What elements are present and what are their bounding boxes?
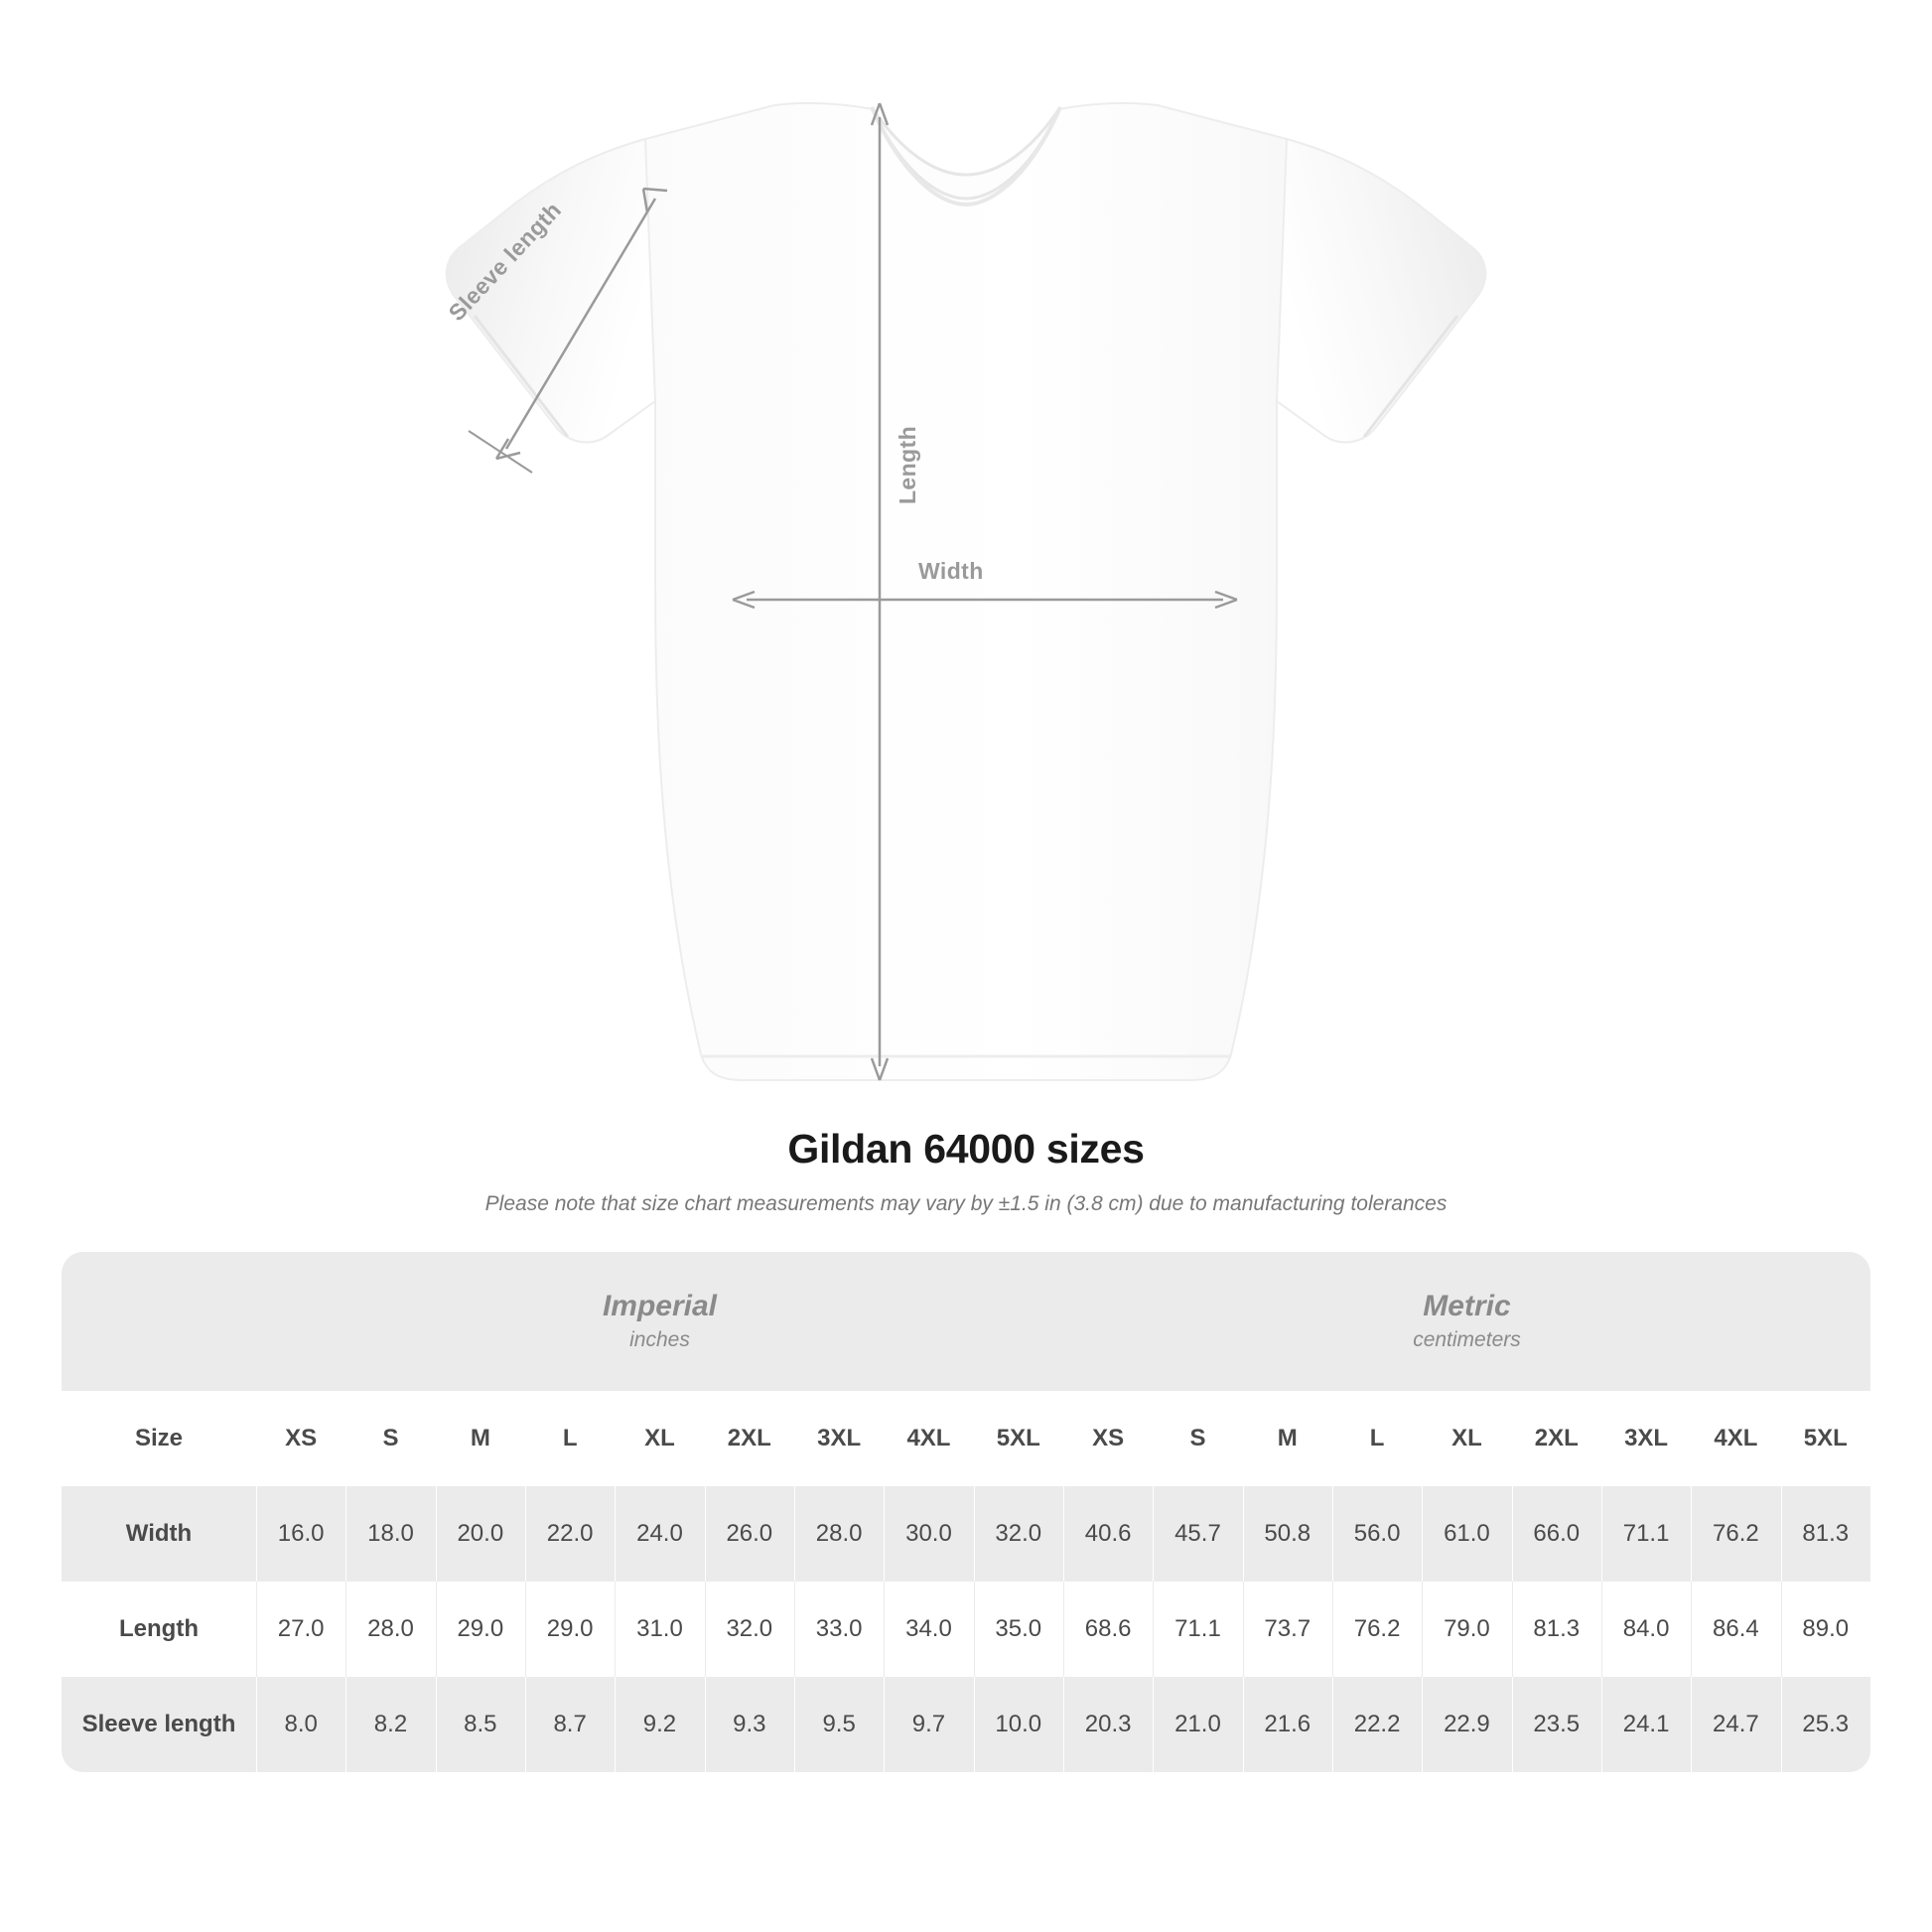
row-label: Sleeve length <box>62 1677 256 1772</box>
table-cell: 86.4 <box>1691 1582 1780 1677</box>
table-cell: 16.0 <box>256 1486 345 1582</box>
row-label: Width <box>62 1486 256 1582</box>
col-header: M <box>1243 1391 1332 1486</box>
size-table-wrapper <box>62 1252 1870 1772</box>
table-cell: 71.1 <box>1153 1582 1242 1677</box>
col-header: 5XL <box>1781 1391 1870 1486</box>
col-header: 2XL <box>1512 1391 1601 1486</box>
unit-sub-imperial: inches <box>629 1328 690 1351</box>
table-cell: 10.0 <box>974 1677 1063 1772</box>
col-header: 4XL <box>884 1391 973 1486</box>
table-cell: 22.9 <box>1422 1677 1511 1772</box>
table-cell: 32.0 <box>705 1582 794 1677</box>
table-row <box>62 1677 1870 1772</box>
table-cell: 9.3 <box>705 1677 794 1772</box>
table-cell: 45.7 <box>1153 1486 1242 1582</box>
table-cell: 28.0 <box>794 1486 884 1582</box>
table-cell: 56.0 <box>1332 1486 1422 1582</box>
table-cell: 84.0 <box>1601 1582 1691 1677</box>
table-cell: 29.0 <box>525 1582 615 1677</box>
table-cell: 30.0 <box>884 1486 973 1582</box>
length-label: Length <box>895 425 921 505</box>
table-cell: 40.6 <box>1063 1486 1153 1582</box>
page-title: Gildan 64000 sizes <box>787 1126 1145 1172</box>
unit-header-spacer <box>62 1252 256 1391</box>
unit-header-metric <box>1063 1252 1870 1391</box>
width-label: Width <box>918 558 984 584</box>
size-table <box>62 1252 1870 1772</box>
table-cell: 21.0 <box>1153 1677 1242 1772</box>
col-header: 4XL <box>1691 1391 1780 1486</box>
table-cell: 33.0 <box>794 1582 884 1677</box>
table-cell: 27.0 <box>256 1582 345 1677</box>
col-header: L <box>1332 1391 1422 1486</box>
table-cell: 20.3 <box>1063 1677 1153 1772</box>
table-cell: 71.1 <box>1601 1486 1691 1582</box>
table-cell: 24.7 <box>1691 1677 1780 1772</box>
table-cell: 9.7 <box>884 1677 973 1772</box>
table-cell: 28.0 <box>345 1582 435 1677</box>
column-header-row <box>62 1391 1870 1486</box>
table-cell: 8.7 <box>525 1677 615 1772</box>
table-cell: 35.0 <box>974 1582 1063 1677</box>
table-cell: 66.0 <box>1512 1486 1601 1582</box>
table-cell: 81.3 <box>1781 1486 1870 1582</box>
table-cell: 23.5 <box>1512 1677 1601 1772</box>
col-header: L <box>525 1391 615 1486</box>
table-cell: 79.0 <box>1422 1582 1511 1677</box>
table-cell: 26.0 <box>705 1486 794 1582</box>
table-cell: 68.6 <box>1063 1582 1153 1677</box>
table-cell: 32.0 <box>974 1486 1063 1582</box>
table-cell: 21.6 <box>1243 1677 1332 1772</box>
table-cell: 9.2 <box>615 1677 704 1772</box>
table-cell: 76.2 <box>1332 1582 1422 1677</box>
table-row <box>62 1582 1870 1677</box>
table-cell: 89.0 <box>1781 1582 1870 1677</box>
col-header: 3XL <box>794 1391 884 1486</box>
sleeve-length-label: Sleeve length <box>443 197 567 327</box>
col-header: S <box>345 1391 435 1486</box>
corner-label: Size <box>62 1391 256 1486</box>
row-label: Length <box>62 1582 256 1677</box>
table-cell: 81.3 <box>1512 1582 1601 1677</box>
col-header: XL <box>1422 1391 1511 1486</box>
shirt-right-sleeve <box>1277 139 1485 442</box>
col-header: 2XL <box>705 1391 794 1486</box>
col-header: M <box>436 1391 525 1486</box>
col-header: 5XL <box>974 1391 1063 1486</box>
table-cell: 31.0 <box>615 1582 704 1677</box>
table-cell: 61.0 <box>1422 1486 1511 1582</box>
table-cell: 34.0 <box>884 1582 973 1677</box>
table-cell: 24.0 <box>615 1486 704 1582</box>
col-header: XL <box>615 1391 704 1486</box>
unit-name-metric: Metric <box>1423 1289 1511 1322</box>
table-cell: 25.3 <box>1781 1677 1870 1772</box>
table-cell: 22.0 <box>525 1486 615 1582</box>
table-cell: 29.0 <box>436 1582 525 1677</box>
table-cell: 22.2 <box>1332 1677 1422 1772</box>
col-header: XS <box>256 1391 345 1486</box>
title-block <box>0 1126 1932 1216</box>
unit-header-imperial <box>256 1252 1063 1391</box>
col-header: S <box>1153 1391 1242 1486</box>
col-header: XS <box>1063 1391 1153 1486</box>
table-cell: 24.1 <box>1601 1677 1691 1772</box>
unit-header-row <box>62 1252 1870 1391</box>
table-cell: 50.8 <box>1243 1486 1332 1582</box>
unit-name-imperial: Imperial <box>602 1289 717 1322</box>
unit-sub-metric: centimeters <box>1413 1328 1521 1351</box>
table-cell: 8.5 <box>436 1677 525 1772</box>
table-cell: 8.2 <box>345 1677 435 1772</box>
tolerance-note: Please note that size chart measurements may vary by ±1.5 in (3.8 cm) due to manufacturing tolerances <box>484 1192 1448 1215</box>
table-cell: 9.5 <box>794 1677 884 1772</box>
table-cell: 18.0 <box>345 1486 435 1582</box>
table-cell: 76.2 <box>1691 1486 1780 1582</box>
table-row <box>62 1486 1870 1582</box>
col-header: 3XL <box>1601 1391 1691 1486</box>
table-cell: 73.7 <box>1243 1582 1332 1677</box>
table-cell: 20.0 <box>436 1486 525 1582</box>
table-cell: 8.0 <box>256 1677 345 1772</box>
